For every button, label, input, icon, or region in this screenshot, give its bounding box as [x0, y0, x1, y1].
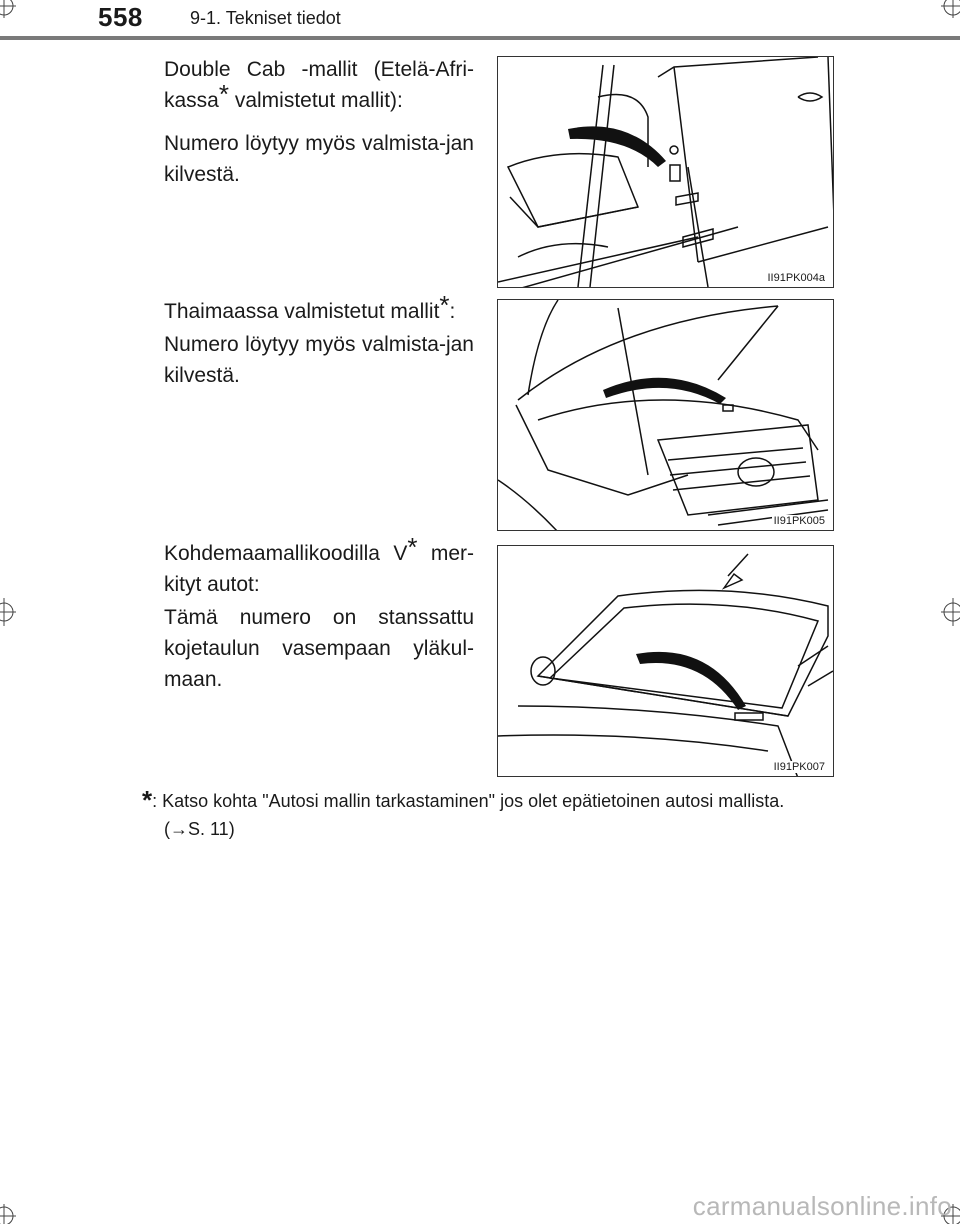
heading-text: Double Cab -mallit (Etelä-Afri-kassa	[164, 58, 474, 112]
text-block-thailand	[164, 290, 474, 403]
heading-text-end: :	[449, 300, 456, 323]
block-heading	[164, 54, 474, 116]
text-block-v-models	[164, 532, 474, 707]
page-number: 558	[98, 2, 143, 32]
block-body: Numero löytyy myös valmista-jan kilvestä.	[164, 333, 474, 387]
footnote-line	[142, 786, 842, 815]
footnote-star: *	[218, 79, 229, 109]
figure-code: II91PK007	[773, 761, 825, 773]
footnote-text: : Katso kohta "Autosi mallin tarkastaminen" jos olet epätietoinen autosi mallista.	[152, 791, 785, 811]
watermark: carmanualsonline.info	[692, 1191, 952, 1221]
text-block-double-cab	[164, 54, 474, 202]
windshield-vin-illustration	[497, 545, 834, 777]
figure-code: II91PK005	[773, 515, 825, 527]
block-body: Tämä numero on stanssattu kojetaulun vasempaan yläkul-maan.	[164, 606, 474, 691]
heading-text-end: mer-kityt autot:	[164, 542, 474, 596]
heading-text: Thaimaassa valmistetut mallit	[164, 300, 440, 323]
block-heading	[164, 290, 474, 327]
heading-text-end: valmistetut mallit):	[228, 89, 403, 112]
footnote-star: *	[439, 290, 450, 320]
figure-drawing	[498, 546, 834, 777]
block-body: Numero löytyy myös valmista-jan kilvestä.	[164, 132, 474, 186]
footnote-star: *	[142, 785, 153, 815]
footnote-star: *	[407, 532, 418, 562]
section-title: 9-1. Tekniset tiedot	[190, 8, 341, 28]
figure-code: II91PK004a	[767, 272, 825, 284]
header-divider	[0, 36, 960, 40]
heading-text: Kohdemaamallikoodilla V	[164, 542, 408, 565]
footnote	[142, 786, 842, 843]
figure-drawing	[498, 57, 834, 288]
figure-drawing	[498, 300, 834, 531]
engine-bay-plate-illustration	[497, 299, 834, 531]
page-reference-link[interactable]: (→S. 11)	[164, 819, 235, 839]
door-pillar-plate-illustration	[497, 56, 834, 288]
block-heading	[164, 532, 474, 600]
